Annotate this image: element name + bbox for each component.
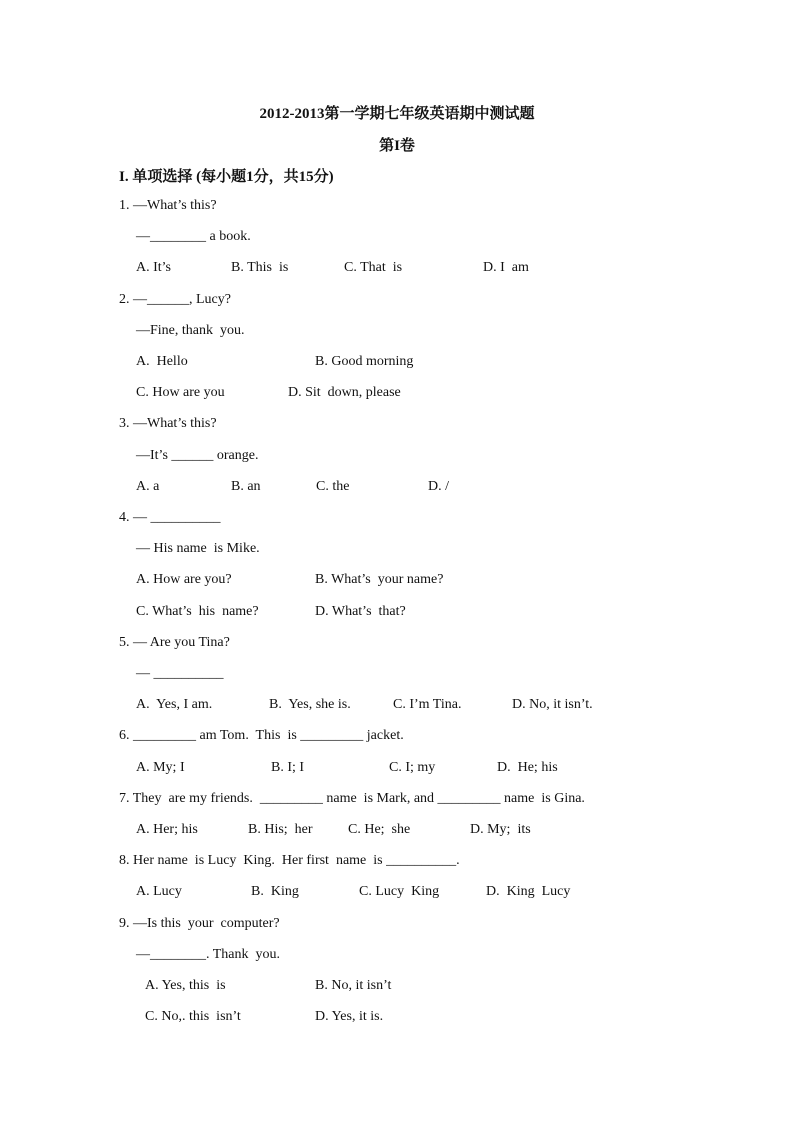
answer-option: A. My; I — [136, 760, 185, 775]
answer-option: B. Good morning — [315, 354, 414, 369]
answer-option: A. How are you? — [136, 572, 232, 587]
page-title: 2012-2013第一学期七年级英语期中测试题 — [259, 106, 535, 122]
answer-option: B. No, it isn’t — [315, 978, 392, 993]
answer-option: C. I’m Tina. — [393, 697, 462, 712]
question-line: 4. — __________ — [119, 510, 221, 525]
answer-option: C. He; she — [348, 822, 411, 837]
question-line: 9. —Is this your computer? — [119, 916, 280, 931]
answer-option: D. No, it isn’t. — [512, 697, 593, 712]
answer-option: D. Yes, it is. — [315, 1009, 384, 1024]
section-heading: I. 单项选择 (每小题1分，共15分) — [119, 169, 334, 185]
answer-option: D. He; his — [497, 760, 558, 775]
question-line: 8. Her name is Lucy King. Her first name is __________. — [119, 853, 460, 868]
question-line: 6. _________ am Tom. This is _________ jacket. — [119, 728, 404, 743]
answer-option: A. a — [136, 479, 160, 494]
question-line: —________. Thank you. — [136, 947, 281, 962]
answer-option: C. What’s his name? — [136, 604, 259, 619]
answer-option: C. the — [316, 479, 350, 494]
answer-option: B. This is — [231, 260, 289, 275]
question-line: — His name is Mike. — [136, 541, 260, 556]
question-line: —It’s ______ orange. — [136, 448, 259, 463]
answer-option: D. I am — [483, 260, 529, 275]
answer-option: A. Yes, I am. — [136, 697, 213, 712]
answer-option: D. My; its — [470, 822, 531, 837]
answer-option: A. It’s — [136, 260, 171, 275]
answer-option: B. Yes, she is. — [269, 697, 351, 712]
answer-option: A. Yes, this is — [145, 978, 226, 993]
answer-option: B. His; her — [248, 822, 313, 837]
answer-option: B. an — [231, 479, 261, 494]
answer-option: D. Sit down, please — [288, 385, 401, 400]
paper-part-title: 第I卷 — [379, 138, 415, 154]
answer-option: C. That is — [344, 260, 403, 275]
answer-option: C. How are you — [136, 385, 225, 400]
answer-option: D. What’s that? — [315, 604, 406, 619]
answer-option: B. I; I — [271, 760, 305, 775]
question-line: — __________ — [136, 666, 224, 681]
answer-option: A. Lucy — [136, 884, 182, 899]
question-line: 3. —What’s this? — [119, 416, 217, 431]
answer-option: B. What’s your name? — [315, 572, 444, 587]
question-line: 2. —______, Lucy? — [119, 292, 231, 307]
answer-option: C. No,. this isn’t — [145, 1009, 241, 1024]
answer-option: A. Her; his — [136, 822, 198, 837]
answer-option: D. King Lucy — [486, 884, 571, 899]
question-line: 7. They are my friends. _________ name is Mark, and _________ name is Gina. — [119, 791, 585, 806]
question-line: 1. —What’s this? — [119, 198, 217, 213]
question-line: —________ a book. — [136, 229, 251, 244]
question-line: 5. — Are you Tina? — [119, 635, 230, 650]
answer-option: B. King — [251, 884, 299, 899]
answer-option: C. I; my — [389, 760, 436, 775]
question-line: —Fine, thank you. — [136, 323, 245, 338]
answer-option: A. Hello — [136, 354, 188, 369]
answer-option: C. Lucy King — [359, 884, 440, 899]
answer-option: D. / — [428, 479, 449, 494]
